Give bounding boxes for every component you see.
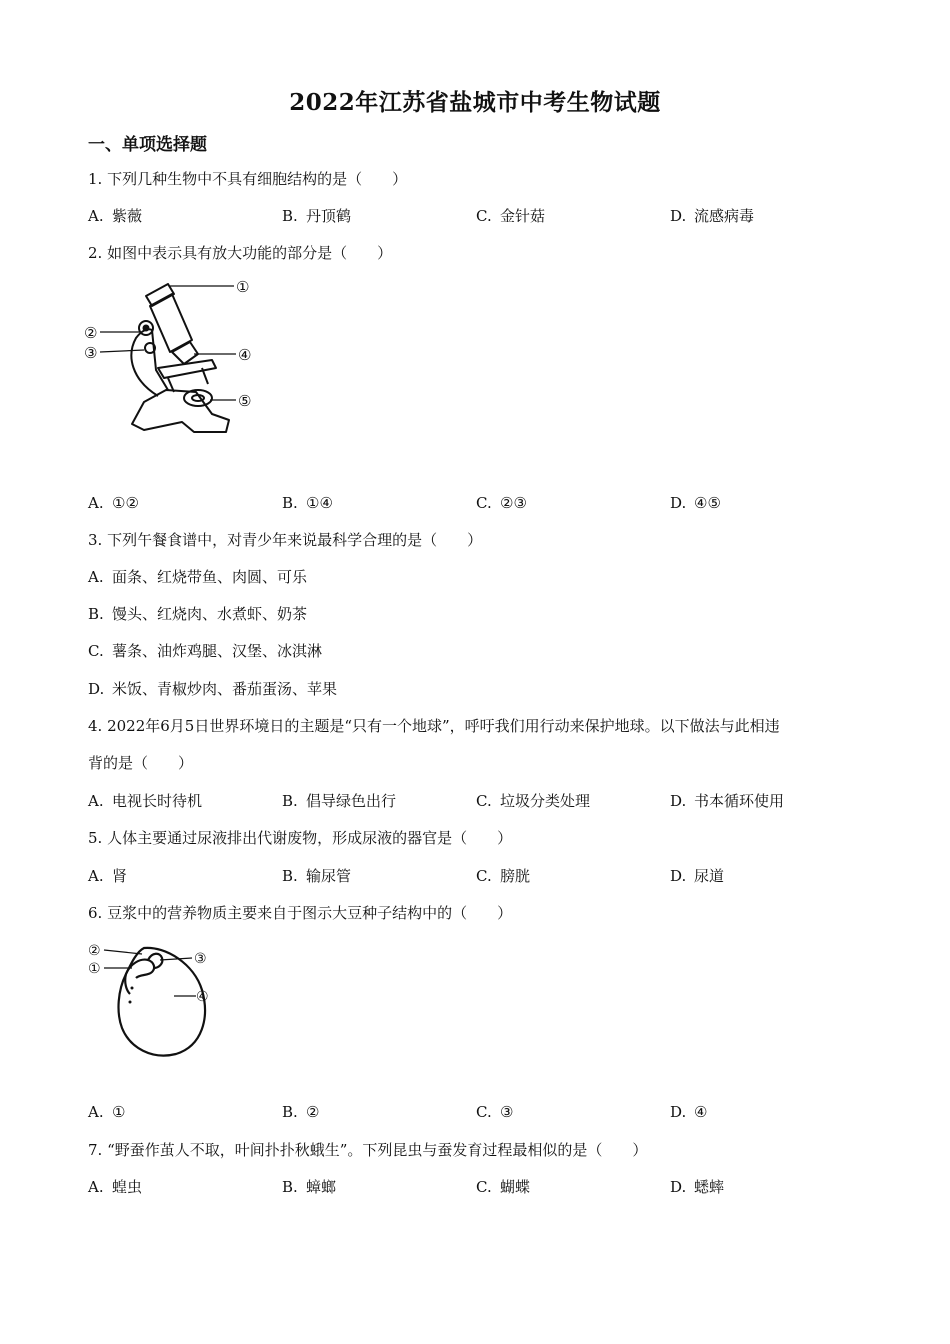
question-4-option-b[interactable] [282,791,396,811]
figure-label-2: ② [84,324,98,342]
option-key: D. [670,792,687,810]
option-key: B. [282,1178,298,1196]
option-key: D. [88,680,105,698]
soybean-seed-figure [86,938,216,1060]
option-text: 金针菇 [500,207,546,225]
option-key: C. [88,642,104,660]
section-heading: 一、单项选择题 [88,135,207,155]
option-key: A. [88,792,104,810]
question-1-option-b[interactable] [282,206,351,226]
figure-label-4: ④ [196,989,209,1005]
question-1-stem: 1. 下列几种生物中不具有细胞结构的是（ ） [88,170,408,188]
option-key: B. [282,792,298,810]
option-key: B. [282,1103,298,1121]
question-3-option-d[interactable] [88,679,337,699]
option-key: B. [282,867,298,885]
option-text: ②③ [500,494,527,512]
question-2-option-b[interactable] [282,493,333,513]
figure-label-2: ② [88,943,101,959]
option-key: A. [88,568,104,586]
question-3-option-c[interactable] [88,641,322,661]
option-text: 膀胱 [500,867,531,885]
question-5-option-b[interactable] [282,866,351,886]
option-text: 流感病毒 [694,207,755,225]
question-2-option-a[interactable] [88,493,139,513]
question-6-option-a[interactable] [88,1102,125,1122]
option-text: 米饭、青椒炒肉、番茄蛋汤、苹果 [112,680,338,698]
option-key: D. [670,867,687,885]
question-2-stem: 2. 如图中表示具有放大功能的部分是（ ） [88,244,393,262]
microscope-base [132,390,229,432]
option-key: D. [670,1103,687,1121]
option-key: A. [88,494,104,512]
question-4-option-a[interactable] [88,791,202,811]
option-text: ② [306,1103,320,1121]
question-4-option-c[interactable] [476,791,590,811]
option-key: C. [476,494,492,512]
figure-label-1: ① [236,278,250,296]
question-2-option-c[interactable] [476,493,527,513]
page-title: 2022年江苏省盐城市中考生物试题 [289,89,661,116]
option-key: B. [282,494,298,512]
microscope-objective [172,342,198,364]
option-text: ④⑤ [694,494,721,512]
question-4-option-d[interactable] [670,791,784,811]
microscope-figure [84,272,274,442]
option-text: ③ [500,1103,514,1121]
option-key: C. [476,1178,492,1196]
question-3-option-a[interactable] [88,567,307,587]
option-key: A. [88,1103,104,1121]
question-7-option-c[interactable] [476,1177,530,1197]
option-text: 输尿管 [306,867,352,885]
question-1-option-c[interactable] [476,206,545,226]
question-5-stem: 5. 人体主要通过尿液排出代谢废物，形成尿液的器官是（ ） [88,829,513,847]
question-1-option-d[interactable] [670,206,754,226]
question-7-option-d[interactable] [670,1177,724,1197]
option-text: 薯条、油炸鸡腿、汉堡、冰淇淋 [112,642,323,660]
question-2-option-d[interactable] [670,493,721,513]
option-text: ①② [112,494,139,512]
option-key: C. [476,792,492,810]
option-text: 紫薇 [112,207,143,225]
option-key: C. [476,867,492,885]
figure-label-5: ⑤ [238,392,252,410]
question-3-option-b[interactable] [88,604,307,624]
figure-label-4: ④ [238,346,252,364]
option-text: 尿道 [694,867,725,885]
option-text: ① [112,1103,126,1121]
option-key: B. [282,207,298,225]
option-key: C. [476,207,492,225]
option-text: ④ [694,1103,708,1121]
option-text: 蝗虫 [112,1178,143,1196]
option-text: 面条、红烧带鱼、肉圆、可乐 [112,568,308,586]
option-key: D. [670,207,687,225]
question-7-option-a[interactable] [88,1177,142,1197]
option-key: D. [670,494,687,512]
question-3-stem: 3. 下列午餐食谱中，对青少年来说最科学合理的是（ ） [88,531,483,549]
question-5-option-c[interactable] [476,866,530,886]
question-6-option-c[interactable] [476,1102,513,1122]
question-1-option-a[interactable] [88,206,142,226]
option-text: 书本循环使用 [694,792,785,810]
question-4-stem-line-1: 4. 2022年6月5日世界环境日的主题是“只有一个地球”，呼吁我们用行动来保护地球。以下做法与此相违 [88,717,780,735]
option-text: 蟋蟀 [694,1178,725,1196]
question-7-stem: 7. “野蚕作茧人不取，叶间扑扑秋蛾生”。下列昆虫与蚕发育过程最相似的是（ ） [88,1141,648,1159]
microscope-stage [158,360,216,378]
question-5-option-d[interactable] [670,866,724,886]
question-7-option-b[interactable] [282,1177,336,1197]
microscope-arm [131,329,168,396]
option-text: 电视长时待机 [112,792,203,810]
microscope-mirror [184,390,212,406]
question-6-stem: 6. 豆浆中的营养物质主要来自于图示大豆种子结构中的（ ） [88,904,513,922]
question-6-option-d[interactable] [670,1102,707,1122]
question-4-stem-line-2: 背的是（ ） [88,754,194,772]
option-key: B. [88,605,104,623]
option-key: A. [88,867,104,885]
figure-label-1: ① [88,961,101,977]
option-text: 丹顶鹤 [306,207,352,225]
option-text: ①④ [306,494,333,512]
seed-embryo [126,960,154,978]
option-text: 倡导绿色出行 [306,792,397,810]
option-key: A. [88,207,104,225]
question-5-option-a[interactable] [88,866,127,886]
figure-label-3: ③ [84,344,98,362]
option-text: 馒头、红烧肉、水煮虾、奶茶 [112,605,308,623]
option-key: A. [88,1178,104,1196]
option-key: C. [476,1103,492,1121]
option-text: 垃圾分类处理 [500,792,591,810]
option-text: 肾 [112,867,128,885]
option-text: 蟑螂 [306,1178,337,1196]
option-text: 蝴蝶 [500,1178,531,1196]
option-key: D. [670,1178,687,1196]
figure-label-3: ③ [194,951,207,967]
question-6-option-b[interactable] [282,1102,319,1122]
